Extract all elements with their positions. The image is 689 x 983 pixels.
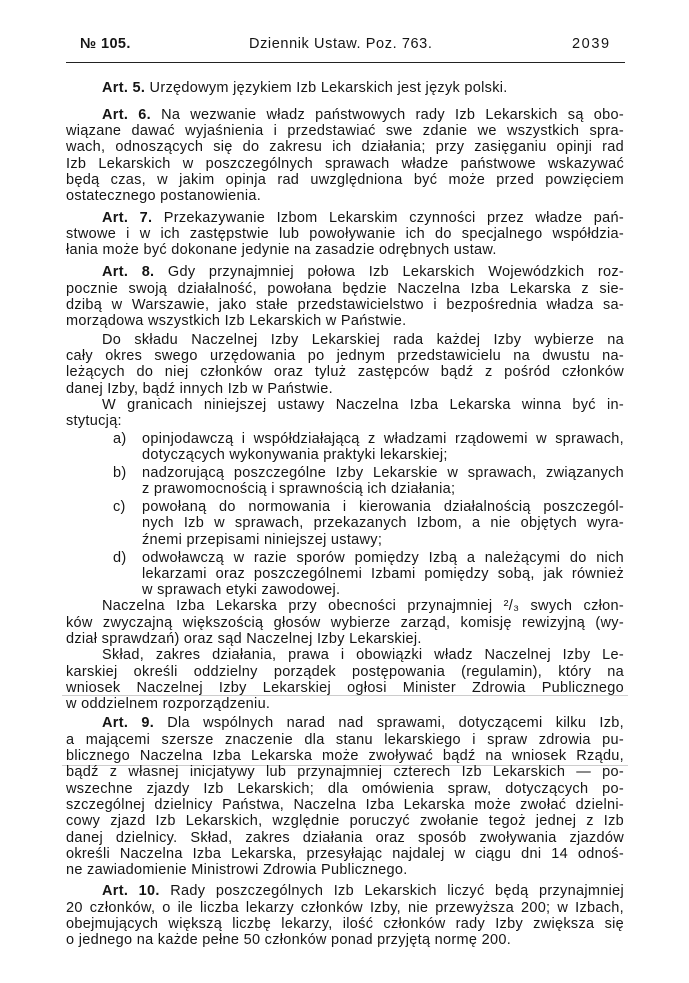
line-text: Rady poszczególnych Izb Lekarskich liczyć będą przynajmniej [170, 883, 624, 900]
article-label: Art. 10. [102, 883, 160, 900]
text-line: wniosek Naczelnej Izby Lekarskiej ogłosi Minister Zdrowia Publicznego [66, 679, 624, 696]
article-label: Art. 7. [102, 209, 153, 226]
text-line: lekarzami oraz poszczególnemi Izbami pomiędzy sobą, jak również [142, 565, 624, 582]
text-line: cały okres swego urzędowania po jednym przedstawicielu na dwustu na- [66, 347, 624, 364]
text-line: dotyczących wykonywania praktyki lekarskiej; [142, 447, 448, 464]
article-7 [66, 210, 624, 259]
text-line: Izb Lekarskich w poszczególnych sprawach władze państwowe wskazywać [66, 155, 624, 172]
text-line: dzibą w Warszawie, jako stałe przedstawicielstwo i bezpośrednia władza sa- [66, 297, 624, 314]
text-line: ostatecznego postanowienia. [66, 188, 262, 205]
text-line: karskiej określi oddzielny porządek postępowania (regulamin), który na [66, 663, 624, 680]
text-line: W granicach niniejszej ustawy Naczelna Izba Lekarska winna być in- [102, 396, 624, 413]
text-line: będą czas, w jakim opinja rad uwzględniona być może przed powzięciem [66, 171, 624, 188]
text-line: pocznie swoją działalność, powołana będzie Naczelna Izba Lekarska z sie- [66, 280, 624, 297]
text-line: źnemi przepisami niniejszej ustawy; [142, 531, 383, 548]
article-9 [66, 715, 624, 878]
article-8 [66, 264, 624, 712]
text-line: wszechne zjazdy Izb Lekarskich; dla omówienia spraw, dotyczących po- [66, 780, 624, 797]
text-line: obejmujących większą liczbę lekarzy, ilość członków rady Izby zwiększa się [66, 916, 624, 933]
text-line: danej dzielnicy. Skład, zakres działania oraz sposób zwoływania zjazdów [66, 829, 624, 846]
text-line: 20 członków, o ile liczba lekarzy członków Izby, nie przewyższa 200; w Izbach, [66, 899, 624, 916]
list-item [66, 550, 624, 599]
text-line: blicznego Naczelna Izba Lekarska może zwoływać bądź na wniosek Rządu, [66, 748, 624, 765]
article-label: Art. 6. [102, 106, 151, 123]
text-line: a mającemi szersze znaczenie dla stanu lekarskiego i spraw zdrowia pu- [66, 731, 624, 748]
text-line: z prawomocnością i sprawnością ich działania; [142, 481, 456, 498]
journal-title: Dziennik Ustaw. Poz. 763. [249, 36, 433, 52]
text-line [66, 210, 624, 226]
text-line: cowy zjazd Izb Lekarskich, względnie poruczyć zwołanie tegoż jednej z Izb [66, 813, 624, 830]
line-text: Urzędowym językiem Izb Lekarskich jest język polski. [149, 80, 508, 96]
board-paragraph [66, 598, 624, 647]
text-line: w sprawach etyki zawodowej. [142, 582, 341, 599]
text-line [66, 80, 624, 96]
issue-number: № 105. [80, 36, 131, 52]
text-line: bądź z własnej inicjatywy lub przynajmniej czterech Izb Lekarskich — po- [66, 764, 624, 781]
scope-intro-paragraph [66, 397, 624, 430]
text-line [66, 883, 624, 899]
line-text: Gdy przynajmniej połowa Izb Lekarskich Wojewódzkich roz- [167, 264, 624, 281]
header-rule [66, 62, 625, 63]
text-line: nadzorującą poszczególne Izby Lekarskie w sprawach, związanych [142, 465, 624, 482]
page-header [0, 35, 689, 53]
text-line: ków zwyczajną większością głosów wybierze zarząd, komisję rewizyjną (wy- [66, 614, 624, 631]
text-line: ne zawiadomienie Ministrowi Zdrowia Publicznego. [66, 862, 408, 879]
text-line: leżących do niej członków oraz tyluż zastępców bądź z pośród członków [66, 364, 624, 381]
article-6 [66, 107, 624, 205]
article-label: Art. 9. [102, 715, 155, 732]
text-line: danej Izby, bądź innych Izb w Państwie. [66, 380, 333, 397]
item-label: b) [113, 465, 127, 482]
text-line: stytucją: [66, 413, 122, 430]
text-line: dział sprawdzań) oraz sąd Naczelnej Izby Lekarskiej. [66, 631, 422, 647]
text-line: w oddzielnem rozporządzeniu. [66, 696, 271, 713]
item-label: d) [113, 549, 127, 566]
text-line: o jednego na każde pełne 50 członków ponad przyjętą normę 200. [66, 932, 512, 949]
item-label: a) [113, 430, 127, 447]
text-line [66, 107, 624, 123]
text-line: odwoławczą w razie sporów pomiędzy Izbą a należącymi do nich [142, 549, 624, 566]
line-text: Na wezwanie władz państwowych rady Izb Lekarskich są obo- [161, 106, 624, 123]
text-line: łania może być dokonane jedynie na zasadzie odrębnych ustaw. [66, 242, 497, 259]
text-line: wiązane dawać wyjaśnienia i przedstawiać swe zdanie we wszystkich spra- [66, 123, 624, 140]
article-5 [66, 80, 624, 96]
text-line: morządowa wszystkich Izb Lekarskich w Państwie. [66, 313, 407, 330]
article-label: Art. 8. [102, 264, 155, 281]
document-body [66, 80, 624, 949]
line-text: Przekazywanie Izbom Lekarskim czynności przez władze pań- [163, 209, 624, 226]
article-10 [66, 883, 624, 948]
composition-paragraph [66, 332, 624, 397]
text-line: opinjodawczą i współdziałającą z władzami rządowemi w sprawach, [142, 430, 624, 447]
text-line: szczególnej dzielnicy Państwa, Naczelna Izba Lekarska może zwołać dzielni- [66, 796, 624, 813]
list-item [66, 499, 624, 548]
text-line: określi Naczelna Izba Lekarska, przesyłając najdalej w ciągu dni 14 odnoś- [66, 845, 624, 862]
page-number: 2039 [572, 36, 611, 52]
text-line: wach, odnoszących się do zakresu ich działania; przy zasięganiu opinji rad [66, 139, 624, 156]
text-line: Skład, zakres działania, prawa i obowiązki władz Naczelnej Izby Le- [102, 647, 624, 664]
text-line: nych Izb w sprawach, przekazanych Izbom, a nie objętych wyra- [142, 515, 624, 532]
text-line [66, 264, 624, 280]
text-line [66, 715, 624, 731]
list-item [66, 465, 624, 498]
text-line: Do składu Naczelnej Izby Lekarskiej rada każdej Izby wybierze na [102, 331, 624, 348]
article-label: Art. 5. [102, 80, 146, 96]
text-line: Naczelna Izba Lekarska przy obecności przynajmniej ²/₃ swych człon- [102, 598, 624, 615]
line-text: Dla wspólnych narad nad sprawami, dotyczącemi kilku Izb, [167, 715, 624, 732]
text-line: stwowe i w ich zastępstwie lub powoływanie ich do specjalnego współdzia- [66, 225, 624, 242]
rules-paragraph [66, 647, 624, 712]
text-line: powołaną do normowania i kierowania działalnością poszczegól- [142, 499, 624, 516]
list-item [66, 431, 624, 464]
item-label: c) [113, 499, 126, 516]
